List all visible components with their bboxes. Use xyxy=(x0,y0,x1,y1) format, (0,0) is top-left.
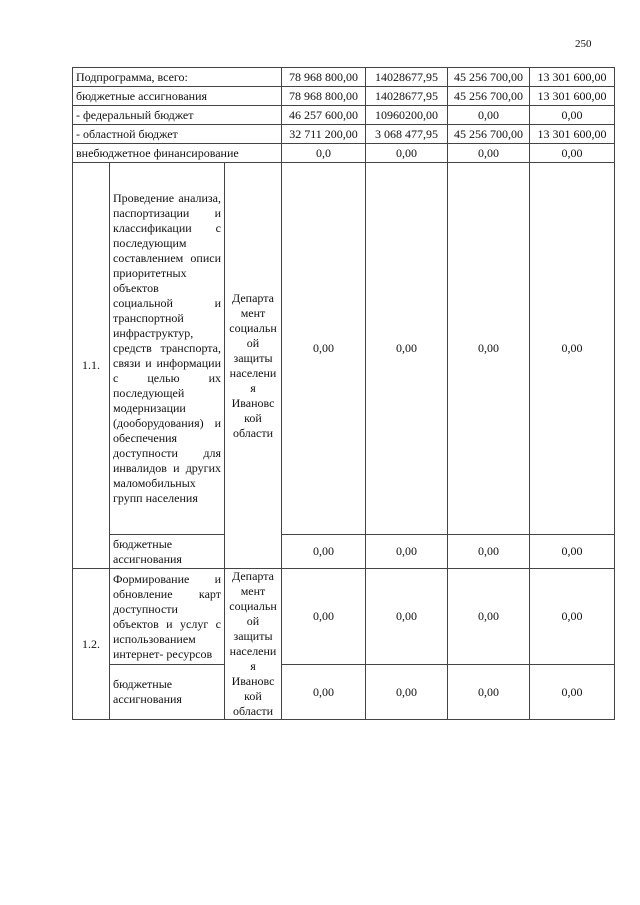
summary-label: - федеральный бюджет xyxy=(73,106,282,125)
page-number: 250 xyxy=(575,38,592,50)
amount-cell: 45 256 700,00 xyxy=(448,125,530,144)
amount-cell: 0,00 xyxy=(530,163,615,535)
amount-cell: 0,00 xyxy=(282,665,366,720)
amount-cell: 0,00 xyxy=(366,569,448,665)
item-row xyxy=(73,163,615,535)
item-description: Формирование и обновление карт доступности объектов и услуг с использованием интернет- ресурсов xyxy=(110,569,225,665)
amount-cell: 0,00 xyxy=(282,535,366,569)
item-code: 1.1. xyxy=(73,163,110,569)
amount-cell: 45 256 700,00 xyxy=(448,87,530,106)
summary-label: Подпрограмма, всего: xyxy=(73,68,282,87)
amount-cell: 46 257 600,00 xyxy=(282,106,366,125)
amount-cell: 0,00 xyxy=(366,163,448,535)
amount-cell: 0,00 xyxy=(282,163,366,535)
amount-cell: 0,00 xyxy=(448,163,530,535)
amount-cell: 78 968 800,00 xyxy=(282,68,366,87)
amount-cell: 0,00 xyxy=(448,535,530,569)
amount-cell: 0,00 xyxy=(448,106,530,125)
amount-cell: 0,00 xyxy=(366,665,448,720)
amount-cell: 0,00 xyxy=(530,535,615,569)
summary-row xyxy=(73,106,615,125)
amount-cell: 13 301 600,00 xyxy=(530,125,615,144)
amount-cell: 0,00 xyxy=(448,144,530,163)
summary-row xyxy=(73,125,615,144)
amount-cell: 13 301 600,00 xyxy=(530,87,615,106)
amount-cell: 14028677,95 xyxy=(366,68,448,87)
item-subrow xyxy=(73,535,615,569)
amount-cell: 0,00 xyxy=(530,665,615,720)
sub-label: бюджетные ассигнования xyxy=(110,535,225,569)
executor-cell: Департа мент социальн ой защиты населени я Ивановс кой области xyxy=(225,569,282,720)
item-description: Проведение анализа, паспортизации и классификации с последующим составлением описи приоритетных объектов социальной и транспортной инфраструктур, средств транспорта, связи и информации с целью их последующей модернизации (дооборудования) и обеспечения доступности для инвалидов и других маломобильных групп населения xyxy=(110,163,225,535)
executor-cell: Департа мент социальн ой защиты населени я Ивановс кой области xyxy=(225,163,282,569)
amount-cell: 10960200,00 xyxy=(366,106,448,125)
summary-label: бюджетные ассигнования xyxy=(73,87,282,106)
summary-label: внебюджетное финансирование xyxy=(73,144,282,163)
item-code: 1.2. xyxy=(73,569,110,720)
sub-label: бюджетные ассигнования xyxy=(110,665,225,720)
amount-cell: 32 711 200,00 xyxy=(282,125,366,144)
item-subrow xyxy=(73,665,615,720)
amount-cell: 0,00 xyxy=(530,106,615,125)
amount-cell: 0,00 xyxy=(366,535,448,569)
summary-label: - областной бюджет xyxy=(73,125,282,144)
amount-cell: 0,00 xyxy=(448,665,530,720)
amount-cell: 0,00 xyxy=(530,569,615,665)
summary-row xyxy=(73,68,615,87)
amount-cell: 0,00 xyxy=(282,569,366,665)
amount-cell: 0,00 xyxy=(530,144,615,163)
item-row xyxy=(73,569,615,665)
amount-cell: 78 968 800,00 xyxy=(282,87,366,106)
summary-row xyxy=(73,144,615,163)
amount-cell: 0,0 xyxy=(282,144,366,163)
amount-cell: 13 301 600,00 xyxy=(530,68,615,87)
amount-cell: 0,00 xyxy=(366,144,448,163)
budget-table xyxy=(72,67,615,720)
amount-cell: 3 068 477,95 xyxy=(366,125,448,144)
amount-cell: 0,00 xyxy=(448,569,530,665)
amount-cell: 45 256 700,00 xyxy=(448,68,530,87)
amount-cell: 14028677,95 xyxy=(366,87,448,106)
summary-row xyxy=(73,87,615,106)
